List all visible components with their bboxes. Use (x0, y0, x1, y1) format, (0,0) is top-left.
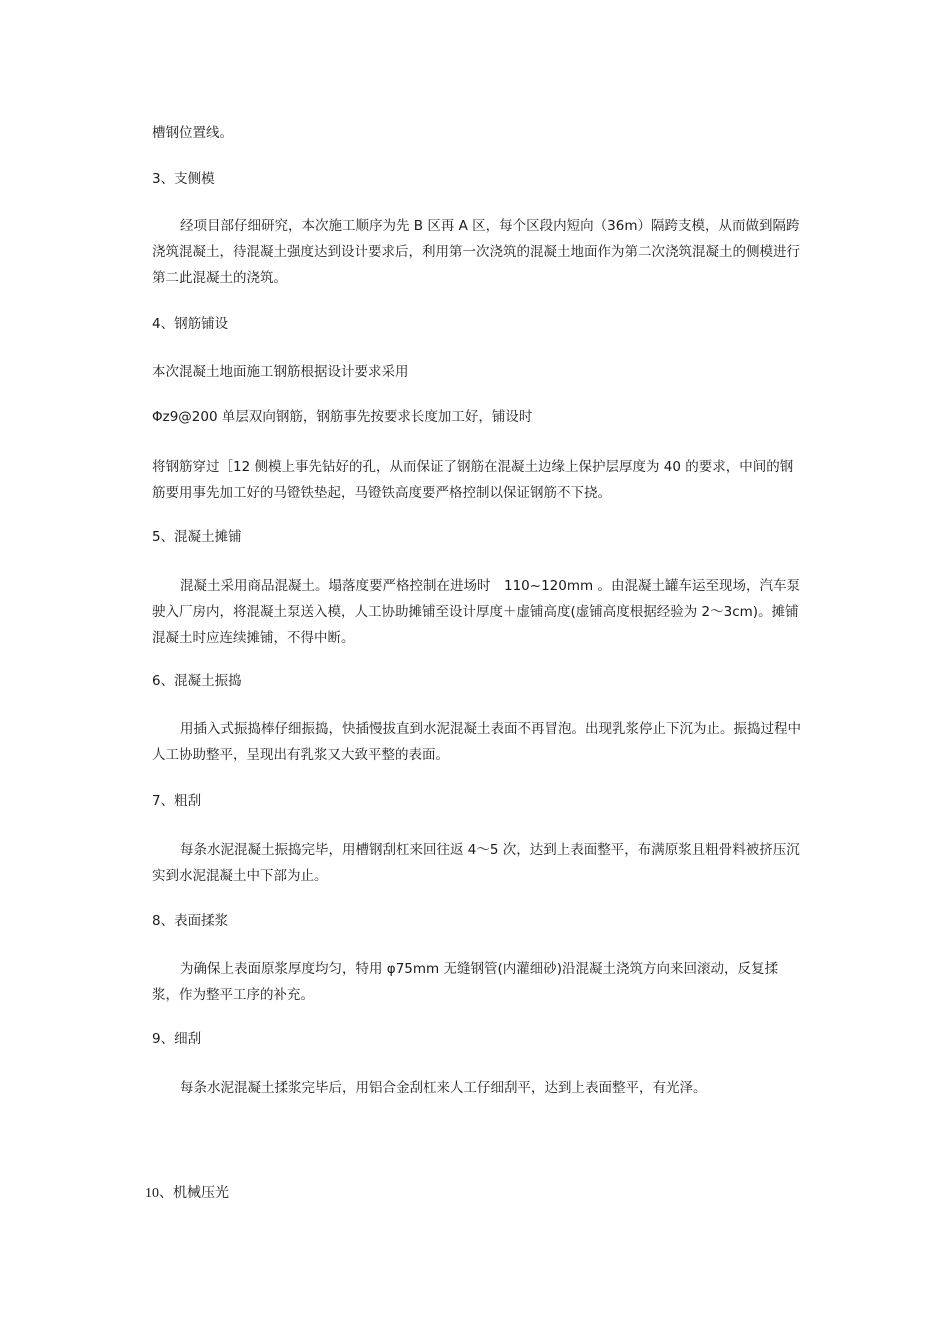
paragraph-rough-screed: 每条水泥混凝土振捣完毕，用槽钢刮杠来回往返 4～5 次，达到上表面整平，布满原浆且粗骨料被挤压沉实到水泥混凝土中下部为止。 (152, 842, 800, 884)
paragraph-rebar-intro: 本次混凝土地面施工钢筋根据设计要求采用 (152, 364, 409, 380)
paragraph-surface-kneading: 为确保上表面原浆厚度均匀，特用 φ75mm 无缝钢管(内灌细砂)沿混凝土浇筑方向来回滚动，反复揉浆，作为整平工序的补充。 (152, 961, 778, 1003)
section-heading-5: 5、混凝土摊铺 (152, 529, 242, 545)
paragraph-side-formwork: 经项目部仔细研究，本次施工顺序为先 B 区再 A 区，每个区段内短向（36m）隔跨支模，从而做到隔跨浇筑混凝土，待混凝土强度达到设计要求后，利用第一次浇筑的混凝土地面作为第二次浇筑混凝土的侧模进行第二此混凝土的浇筑。 (152, 218, 800, 286)
paragraph-continuation: 槽钢位置线。 (152, 125, 233, 141)
section-heading-8: 8、表面揉浆 (152, 913, 229, 929)
paragraph-concrete-spreading: 混凝土采用商品混凝土。塌落度要严格控制在进场时 110~120mm 。由混凝土罐车运至现场，汽车泵驶入厂房内，将混凝土泵送入模，人工协助摊铺至设计厚度＋虚铺高度(虚铺高度根据经验为 2～3cm)。摊铺混凝土时应连续摊铺，不得中断。 (152, 578, 800, 646)
section-heading-3: 3、支侧模 (152, 171, 215, 187)
section-heading-9: 9、细刮 (152, 1031, 202, 1047)
section-heading-4: 4、钢筋铺设 (152, 316, 229, 332)
paragraph-rebar-spec: Φz9@200 单层双向钢筋，钢筋事先按要求长度加工好，铺设时 (152, 409, 533, 425)
paragraph-fine-screed: 每条水泥混凝土揉浆完毕后，用铝合金刮杠来人工仔细刮平，达到上表面整平，有光泽。 (180, 1080, 707, 1096)
section-heading-7: 7、粗刮 (152, 793, 202, 809)
section-heading-6: 6、混凝土振捣 (152, 673, 242, 689)
paragraph-rebar-detail: 将钢筋穿过［12 侧模上事先钻好的孔，从而保证了钢筋在混凝土边缘上保护层厚度为 40 的要求，中间的钢筋要用事先加工好的马镫铁垫起，马镫铁高度要严格控制以保证钢筋不下挠。 (152, 459, 794, 501)
paragraph-vibration: 用插入式振捣棒仔细振捣，快插慢拔直到水泥混凝土表面不再冒泡。出现乳浆停止下沉为止。振捣过程中人工协助整平，呈现出有乳浆又大致平整的表面。 (152, 721, 801, 763)
section-heading-10: 10、机械压光 (145, 1186, 229, 1201)
